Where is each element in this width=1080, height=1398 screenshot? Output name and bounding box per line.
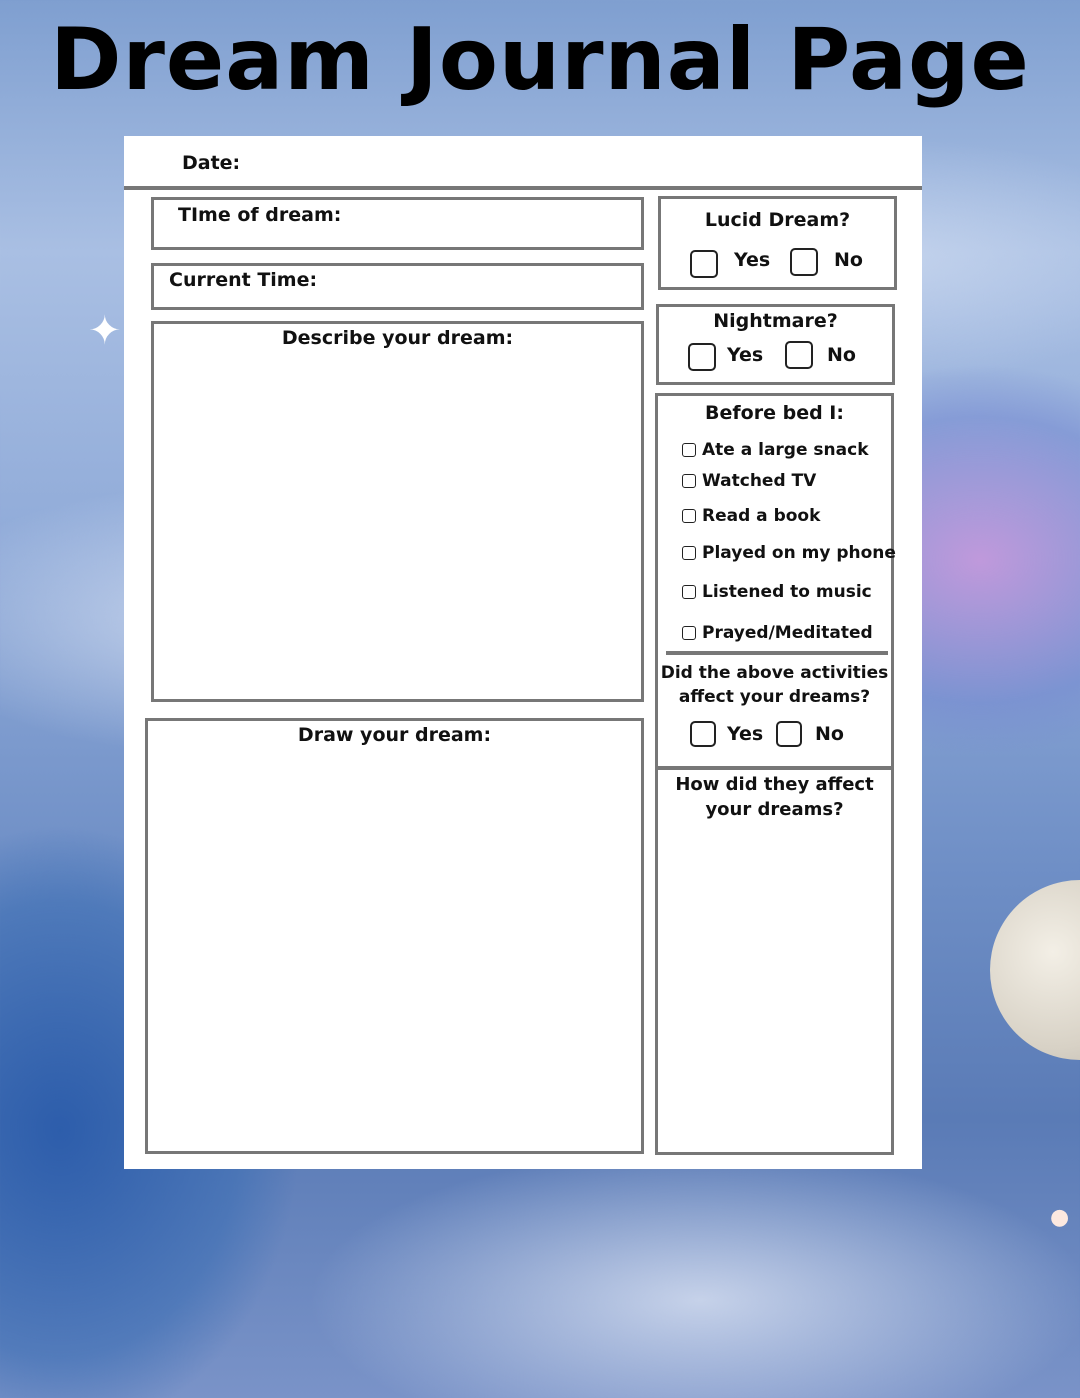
affect-no-checkbox[interactable] <box>776 721 802 747</box>
lucid-dream-label: Lucid Dream? <box>704 209 851 231</box>
how-affect-label-line1: How did they affect <box>675 774 874 795</box>
date-label: Date: <box>182 152 241 174</box>
before-bed-option[interactable]: Ate a large snack <box>682 440 869 460</box>
lucid-dream-box <box>658 196 897 290</box>
time-of-dream-field[interactable] <box>151 197 644 250</box>
nightmare-no-checkbox[interactable] <box>785 341 813 369</box>
checkbox-icon[interactable] <box>682 474 696 488</box>
lucid-no-label: No <box>834 249 863 271</box>
lucid-no-checkbox[interactable] <box>790 248 818 276</box>
affect-yes-label: Yes <box>727 723 764 745</box>
star-icon: ● <box>1050 1205 1070 1230</box>
page-title: Dream Journal Page <box>50 10 1030 110</box>
how-affect-label-line2: your dreams? <box>705 799 844 820</box>
nightmare-no-label: No <box>827 344 856 366</box>
affect-no-label: No <box>815 723 844 745</box>
before-bed-box <box>655 393 894 1155</box>
current-time-label: Current Time: <box>169 269 318 291</box>
checkbox-icon[interactable] <box>682 443 696 457</box>
date-row[interactable] <box>124 136 922 190</box>
before-bed-option[interactable]: Played on my phone <box>682 543 896 563</box>
divider <box>658 766 891 770</box>
before-bed-option[interactable]: Prayed/Meditated <box>682 623 873 643</box>
nightmare-label: Nightmare? <box>713 310 838 332</box>
nightmare-yes-label: Yes <box>727 344 764 366</box>
sparkle-icon: ✦ <box>88 308 122 354</box>
time-of-dream-label: TIme of dream: <box>178 204 342 226</box>
nightmare-box <box>656 304 895 385</box>
describe-dream-area[interactable] <box>151 321 644 702</box>
journal-sheet <box>124 136 922 1169</box>
before-bed-label: Before bed I: <box>705 402 844 424</box>
lucid-yes-label: Yes <box>734 249 771 271</box>
affect-question: Did the above activities affect your dreams? <box>660 663 889 707</box>
describe-dream-label: Describe your dream: <box>281 327 514 349</box>
draw-dream-area[interactable] <box>145 718 644 1154</box>
before-bed-option[interactable]: Read a book <box>682 506 820 526</box>
divider <box>666 651 888 655</box>
checkbox-icon[interactable] <box>682 626 696 640</box>
affect-yes-checkbox[interactable] <box>690 721 716 747</box>
lucid-yes-checkbox[interactable] <box>690 250 718 278</box>
before-bed-option[interactable]: Listened to music <box>682 582 872 602</box>
checkbox-icon[interactable] <box>682 546 696 560</box>
checkbox-icon[interactable] <box>682 585 696 599</box>
planet-decoration <box>990 880 1080 1060</box>
current-time-field[interactable] <box>151 263 644 310</box>
nightmare-yes-checkbox[interactable] <box>688 343 716 371</box>
draw-dream-label: Draw your dream: <box>297 724 492 746</box>
how-affect-area[interactable] <box>658 772 891 1142</box>
before-bed-option[interactable]: Watched TV <box>682 471 816 491</box>
checkbox-icon[interactable] <box>682 509 696 523</box>
